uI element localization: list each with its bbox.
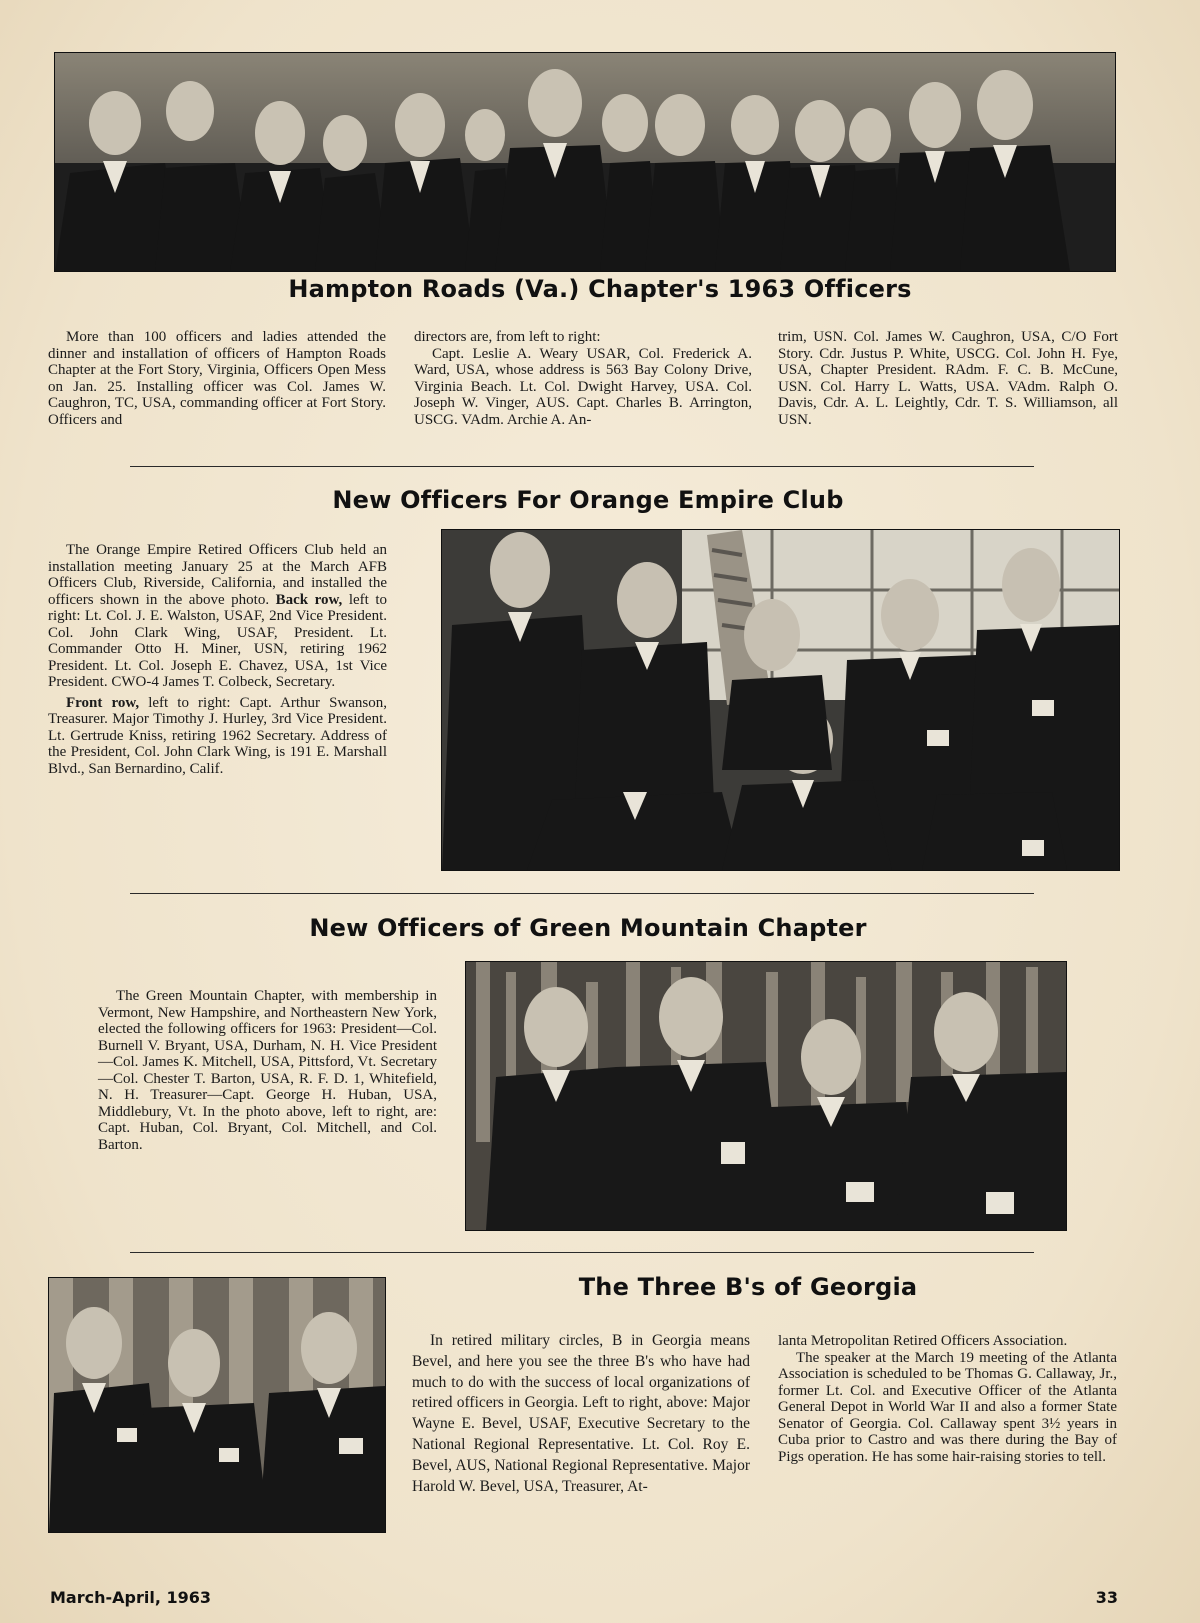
page-number: 33 [1095, 1588, 1118, 1607]
hampton-roads-paragraph-names: Capt. Leslie A. Weary USAR, Col. Frederick A. Ward, USA, whose address is 563 Bay Colony Drive, Virginia Beach. Lt. Col. Dwight Harvey, USA. Col. Joseph W. Vinger, AUS. Capt. Charles B. Arrington, USCG. VAdm. Archie A. An- [414, 345, 752, 428]
hampton-roads-paragraph-intro: directors are, from left to right: [414, 329, 601, 345]
hampton-roads-column-2 [414, 329, 752, 428]
hampton-roads-group-photo [54, 52, 1116, 272]
hampton-roads-paragraph-cont: trim, USN. Col. James W. Caughron, USA, C/O Fort Story. Cdr. Justus P. White, USCG. Col. John H. Fye, USA, Chapter President. RAdm. F. C. B. McCune, USN. Col. Harry L. Watts, USA. VAdm. Ralph O. Davis, Cdr. A. L. Leightly, Cdr. T. S. Williamson, all USN. [778, 329, 1118, 428]
orange-empire-group-photo [441, 529, 1120, 871]
green-mountain-text [98, 988, 437, 1153]
orange-empire-text [48, 542, 387, 777]
orange-empire-headline: New Officers For Orange Empire Club [332, 486, 844, 514]
georgia-paragraph-1: In retired military circles, B in Georgia means Bevel, and here you see the three B's who have had much to do with the success of local organizations of retired officers in Georgia. Left to right, above: Major Wayne E. Bevel, USAF, Executive Secretary to the National Regional Representative. Lt. Col. Roy E. Bevel, AUS, National Regional Representative. Major Harold W. Bevel, USA, Treasurer, At- [412, 1332, 750, 1495]
section-divider [130, 466, 1034, 467]
georgia-column-2 [778, 1333, 1117, 1465]
georgia-paragraph-2: The speaker at the March 19 meeting of the Atlanta Association is scheduled to be Thomas G. Callaway, Jr., former Lt. Col. and Executive Officer of the Atlanta General Depot in World War II and also a former State Senator of Georgia. Col. Callaway spent 3½ years in Cuba prior to Castro and was there during the Bay of Pigs operation. He has some hair-raising stories to tell. [778, 1349, 1117, 1465]
georgia-column-1 [412, 1331, 750, 1497]
orange-empire-front-row-label: Front row, [66, 694, 140, 711]
orange-empire-back-row-label: Back row, [275, 591, 343, 608]
section-divider [130, 1252, 1034, 1253]
hampton-roads-column-1 [48, 329, 386, 428]
orange-empire-paragraph-1: The Orange Empire Retired Officers Club held an installation meeting January 25 at the March AFB Officers Club, Riverside, California, and installed the officers shown in the above photo. Back row, left to right: Lt. Col. J. E. Walston, USAF, 2nd Vice President. Col. John Clark Wing, USAF, President. Lt. Commander Otto H. Miner, USN, retiring 1962 President. Lt. Col. Joseph E. Chavez, USA, 1st Vice President. CWO-4 James T. Colbeck, Secretary. [48, 542, 388, 690]
green-mountain-headline: New Officers of Green Mountain Chapter [309, 914, 867, 942]
orange-empire-paragraph-2: Front row, left to right: Capt. Arthur Swanson, Treasurer. Major Timothy J. Hurley, 3rd Vice President. Lt. Gertrude Kniss, retiring 1962 Secretary. Address of the President, Col. John Clark Wing, is 191 E. Marshall Blvd., San Bernardino, Calif. [48, 694, 387, 777]
green-mountain-paragraph: The Green Mountain Chapter, with membership in Vermont, New Hampshire, and Northeastern New York, elected the following officers for 1963: President—Col. Burnell V. Bryant, USA, Durham, N. H. Vice President—Col. James K. Mitchell, USA, Pittsford, Vt. Secretary—Col. Chester T. Barton, USA, R. F. D. 1, Whitefield, N. H. Treasurer—Capt. George H. Huban, USA, Middlebury, Vt. In the photo above, left to right, are: Capt. Huban, Col. Bryant, Col. Mitchell, and Col. Barton. [98, 988, 437, 1153]
hampton-roads-column-3 [778, 329, 1118, 428]
georgia-three-bs-photo [48, 1277, 386, 1533]
section-divider [130, 893, 1034, 894]
hampton-roads-paragraph: More than 100 officers and ladies attended the dinner and installation of officers of Hampton Roads Chapter at the Fort Story, Virginia, Officers Open Mess on Jan. 25. Installing officer was Col. James W. Caughron, TC, USA, commanding officer at Fort Story. Officers and [48, 329, 386, 428]
georgia-headline: The Three B's of Georgia [578, 1273, 918, 1301]
issue-date: March-April, 1963 [50, 1588, 211, 1607]
green-mountain-group-photo [465, 961, 1067, 1231]
hampton-roads-headline: Hampton Roads (Va.) Chapter's 1963 Officers [288, 275, 912, 303]
georgia-paragraph-cont: lanta Metropolitan Retired Officers Association. [778, 1333, 1068, 1349]
